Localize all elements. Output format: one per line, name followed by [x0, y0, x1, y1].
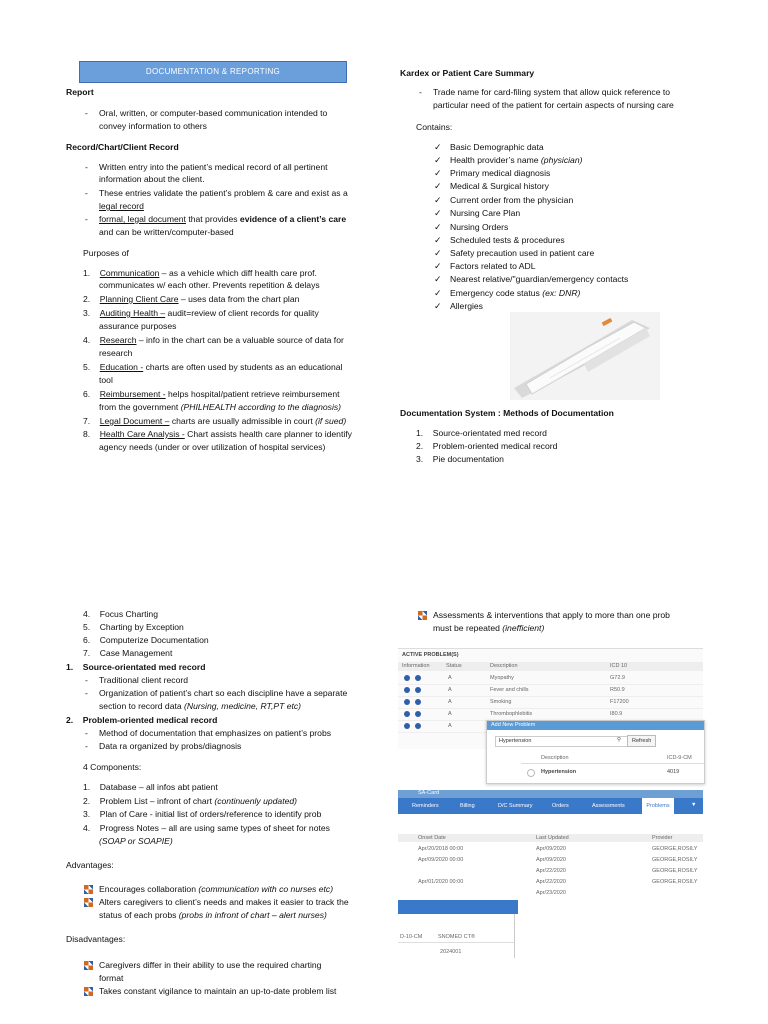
component-2: [83, 795, 297, 807]
purpose-3-cont: assurance purposes: [99, 321, 177, 331]
dialog-row-code: 4019: [667, 769, 680, 775]
table-cell: Apr/22/2020: [536, 868, 566, 874]
purpose-5: [83, 361, 342, 373]
contains-item: [450, 287, 580, 299]
purpose-3: [83, 307, 319, 319]
arrow-bullet-icon: [84, 987, 93, 996]
method-4: [83, 608, 158, 620]
info-icon[interactable]: [415, 687, 421, 693]
table-cell: Smoking: [490, 699, 512, 705]
method-4-text: Focus Charting: [99, 609, 158, 619]
info-icon[interactable]: [415, 699, 421, 705]
table-cell: Fever and chills: [490, 687, 529, 693]
pie-italic: (inefficient): [502, 623, 545, 633]
refresh-button[interactable]: Refresh: [627, 735, 656, 747]
kardex-desc-cont: particular need of the patient for certain aspects of nursing care: [433, 100, 674, 110]
contains-item-italic: (ex: DNR): [542, 288, 581, 298]
purpose-num: 2.: [83, 294, 100, 304]
purpose-num: 8.: [83, 429, 100, 439]
purpose-7: [83, 415, 346, 427]
method-num: 5.: [83, 622, 100, 632]
history-table: [398, 834, 703, 902]
purpose-6-text: helps hospital/patient retrieve reimbursement: [165, 389, 340, 399]
fragment-table: [398, 914, 515, 958]
problem-oriented-heading: [66, 714, 217, 726]
record-bullet-1: - Written entry into the patient’s medical record of all pertinent: [99, 161, 328, 173]
purpose-7-text: charts are usually admissible in court: [169, 416, 316, 426]
contains-item: [450, 154, 582, 166]
purpose-4: [83, 334, 344, 346]
contains-item: ✓ Scheduled tests & procedures: [450, 234, 565, 246]
table-cell: Apr/09/2020 00:00: [418, 857, 464, 863]
method-7-text: Case Management: [99, 648, 173, 658]
method-num: 3.: [416, 454, 433, 464]
contains-item: ✓ Nursing Care Plan: [450, 207, 520, 219]
arrow-bullet-icon: [84, 898, 93, 907]
purpose-8-text: Chart assists health care planner to identify: [184, 429, 352, 439]
record-bullet-3: [99, 213, 346, 225]
purpose-8-term: Health Care Analysis -: [99, 429, 185, 439]
heading-num: 2.: [66, 715, 83, 725]
record-bullet-3-cont: and can be written/computer-based: [99, 227, 234, 237]
problem-oriented-text: Problem-oriented medical record: [82, 715, 218, 725]
history-header: [398, 834, 703, 842]
purpose-num: 6.: [83, 389, 100, 399]
method-2: [416, 440, 557, 452]
tab-more-icon[interactable]: ▼: [691, 802, 697, 808]
contains-item: ✓ Factors related to ADL: [450, 260, 536, 272]
components-heading: 4 Components:: [83, 762, 142, 772]
fragment-header: [398, 934, 514, 943]
advantage-2: Alters caregivers to client’s needs and makes it easier to track the: [99, 897, 349, 907]
heading-num: 1.: [66, 662, 83, 672]
disadvantage-1: Caregivers differ in their ability to use the required charting: [99, 960, 322, 970]
table-cell: GEORGE,ROSILY: [652, 857, 698, 863]
info-icon[interactable]: [404, 723, 410, 729]
contains-item: ✓ Primary medical diagnosis: [450, 167, 550, 179]
component-2-italic: (continuenly updated): [214, 796, 298, 806]
search-icon[interactable]: ⚲: [617, 737, 622, 743]
table-cell: A: [448, 723, 452, 729]
col-header: ICD-9-CM: [667, 755, 692, 761]
sa-card-bar: [398, 790, 703, 798]
advantage-2-italic: (probs in infront of chart – alert nurses): [178, 910, 327, 920]
info-icon[interactable]: [404, 675, 410, 681]
method-num: 7.: [83, 648, 100, 658]
advantage-2-cont: [99, 909, 327, 921]
purpose-3-text: audit=review of client records for quality: [165, 308, 319, 318]
method-7: [83, 647, 172, 659]
arrow-bullet-icon: [84, 961, 93, 970]
report-heading: Report: [66, 87, 94, 97]
record-b3-mid: that provides: [185, 214, 240, 224]
table-cell: A: [448, 675, 452, 681]
method-3-text: Pie documentation: [432, 454, 504, 464]
purpose-6: [83, 388, 340, 400]
table-cell: A: [448, 687, 452, 693]
component-4-text: Progress Notes – all are using same types of sheet for notes: [99, 823, 330, 833]
table-row[interactable]: [398, 845, 703, 855]
pie-disadvantage-cont: [433, 622, 544, 634]
component-2-text: Problem List – infront of chart: [99, 796, 215, 806]
purpose-1: [83, 267, 317, 279]
problem-bullet-1: - Method of documentation that emphasizes on patient’s probs: [99, 727, 331, 739]
select-radio[interactable]: [527, 769, 535, 777]
contains-item: ✓ Nearest relative/"guardian/emergency contacts: [450, 273, 628, 285]
sa-card-label: SA-Card: [418, 790, 440, 796]
tab-billing[interactable]: Billing: [460, 803, 475, 809]
record-bullet-1-cont: information about the client.: [99, 174, 205, 184]
tab-problems[interactable]: Problems: [642, 798, 674, 814]
table-cell: Apr/09/2020: [536, 857, 566, 863]
col-header: Onset Date: [418, 835, 446, 841]
table-row[interactable]: [398, 878, 703, 888]
advantage-2-text: status of each probs: [99, 910, 179, 920]
tab-orders[interactable]: Orders: [552, 803, 569, 809]
add-problem-dialog: [486, 720, 705, 784]
component-4-cont: (SOAP or SOAPIE): [99, 836, 173, 846]
component-3: [83, 808, 321, 820]
method-num: 1.: [416, 428, 433, 438]
contains-label: Contains:: [416, 122, 453, 132]
table-cell: Apr/09/2020: [536, 846, 566, 852]
tab-reminders[interactable]: Reminders: [412, 803, 439, 809]
purpose-7-term: Legal Document –: [99, 416, 170, 426]
method-6-text: Computerize Documentation: [99, 635, 209, 645]
table-row[interactable]: [398, 856, 703, 866]
contains-item: ✓ Basic Demographic data: [450, 141, 544, 153]
table-row[interactable]: [398, 673, 703, 685]
contains-item: ✓ Nursing Orders: [450, 221, 508, 233]
problem-search-input[interactable]: Hypertension: [495, 736, 628, 747]
purpose-6-cont: [99, 401, 341, 413]
purpose-2-text: – uses data from the chart plan: [178, 294, 300, 304]
table-row[interactable]: [398, 697, 703, 709]
tab-assessments[interactable]: Assessments: [592, 803, 625, 809]
table-header: [398, 662, 703, 671]
record-b3-bold: evidence of a client’s care: [239, 214, 347, 224]
method-2-text: Problem-oriented medical record: [432, 441, 558, 451]
purpose-5-cont: tool: [99, 375, 113, 385]
pie-text: must be repeated: [433, 623, 503, 633]
table-row[interactable]: [398, 889, 703, 899]
info-icon[interactable]: [415, 675, 421, 681]
contains-item-text: Emergency code status: [450, 288, 543, 298]
purpose-num: 5.: [83, 362, 100, 372]
tab-dc-summary[interactable]: D/C Summary: [498, 803, 533, 809]
col-header: Last Updated: [536, 835, 569, 841]
source-oriented-text: Source-orientated med record: [82, 662, 206, 672]
col-header: Description: [490, 663, 518, 669]
purpose-1-text: – as a vehicle which diff health care prof.: [159, 268, 317, 278]
purpose-8-cont: agency needs (under or over utilization of hospital services): [99, 442, 326, 452]
report-item: - Oral, written, or computer-based communication intended to: [99, 107, 327, 119]
purpose-2: [83, 293, 299, 305]
purpose-4-cont: research: [99, 348, 133, 358]
purpose-2-term: Planning Client Care: [99, 294, 179, 304]
kardex-heading: Kardex or Patient Care Summary: [400, 68, 535, 78]
purpose-6-cont-text: from the government: [99, 402, 181, 412]
arrow-bullet-icon: [418, 611, 427, 620]
method-6: [83, 634, 209, 646]
contains-item-text: Health provider’s name: [450, 155, 541, 165]
table-row[interactable]: [398, 685, 703, 697]
pie-disadvantage: Assessments & interventions that apply to more than one prob: [433, 610, 670, 620]
table-cell: GEORGE,ROSILY: [652, 879, 698, 885]
table-cell: GEORGE,ROSILY: [652, 846, 698, 852]
method-5-text: Charting by Exception: [99, 622, 184, 632]
fragment-cell: 2024001: [440, 949, 462, 955]
table-cell: A: [448, 699, 452, 705]
component-3-text: Plan of Care - initial list of orders/reference to identify prob: [99, 809, 322, 819]
section-title-banner: DOCUMENTATION & REPORTING: [79, 61, 347, 83]
component-4: [83, 822, 330, 834]
component-num: 1.: [83, 782, 100, 792]
method-5: [83, 621, 184, 633]
col-header: D-10-CM: [400, 934, 423, 940]
table-cell: Apr/22/2020: [536, 879, 566, 885]
disadvantage-1-cont: format: [99, 973, 124, 983]
purpose-7-italic: (if sued): [315, 416, 347, 426]
info-icon[interactable]: [404, 699, 410, 705]
dialog-table-header: [521, 754, 704, 764]
table-row[interactable]: [398, 867, 703, 877]
dialog-title: Add New Problem: [487, 721, 704, 730]
ehr-screenshot: [398, 648, 703, 958]
tab-bar: [398, 798, 703, 814]
source-italic: (Nursing, medicine, RT,PT etc): [184, 701, 302, 711]
col-header: Provider: [652, 835, 673, 841]
purpose-4-term: Research: [99, 335, 137, 345]
purpose-5-text: charts are often used by students as an educational: [143, 362, 343, 372]
source-bullet-2-cont: [99, 700, 301, 712]
component-num: 4.: [83, 823, 100, 833]
source-bullet-2: - Organization of patient’s chart so each discipline have a separate: [99, 687, 347, 699]
table-cell: Apr/23/2020: [536, 890, 566, 896]
method-num: 6.: [83, 635, 100, 645]
advantage-1-text: Encourages collaboration: [99, 884, 199, 894]
dialog-row-desc: Hypertension: [541, 769, 577, 775]
table-cell: Apr/20/2018 00:00: [418, 846, 464, 852]
method-num: 4.: [83, 609, 100, 619]
table-cell: G72.9: [610, 675, 625, 681]
table-cell: Apr/01/2020 00:00: [418, 879, 464, 885]
table-cell: R50.9: [610, 687, 625, 693]
arrow-bullet-icon: [84, 885, 93, 894]
source-oriented-heading: [66, 661, 205, 673]
purpose-6-term: Reimbursement -: [99, 389, 166, 399]
fragment-bar: [398, 900, 518, 914]
col-header: ICD 10: [610, 663, 628, 669]
purpose-1-cont: communicates w/ each other. Prevents repetition & delays: [99, 280, 320, 290]
table-cell: Thrombophlebitis: [490, 711, 533, 717]
purpose-num: 7.: [83, 416, 100, 426]
record-heading: Record/Chart/Client Record: [66, 142, 179, 152]
info-icon[interactable]: [404, 687, 410, 693]
purpose-1-term: Communication: [99, 268, 160, 278]
source-bullet-1: - Traditional client record: [99, 674, 188, 686]
contains-item: ✓ Medical & Surgical history: [450, 180, 549, 192]
contains-item-italic: (physician): [540, 155, 583, 165]
contains-item: ✓ Allergies: [450, 300, 483, 312]
info-icon[interactable]: [404, 711, 410, 717]
purpose-num: 4.: [83, 335, 100, 345]
purpose-num: 1.: [83, 268, 100, 278]
method-3: [416, 453, 504, 465]
active-problems-title: ACTIVE PROBLEM(S): [402, 652, 459, 658]
col-header: SNOMED CT®: [438, 934, 476, 940]
method-1-text: Source-orientated med record: [432, 428, 547, 438]
kardex-folder-image: [510, 312, 660, 400]
component-num: 3.: [83, 809, 100, 819]
method-1: [416, 427, 547, 439]
kardex-desc: - Trade name for card-filing system that allow quick reference to: [433, 86, 670, 98]
info-icon[interactable]: [415, 711, 421, 717]
table-cell: F17200: [610, 699, 629, 705]
contains-item: ✓ Safety precaution used in patient care: [450, 247, 594, 259]
purpose-5-term: Education -: [99, 362, 144, 372]
problem-bullet-2: - Data ra organized by probs/diagnosis: [99, 740, 241, 752]
component-num: 2.: [83, 796, 100, 806]
contains-item: ✓ Current order from the physician: [450, 194, 573, 206]
legal-doc-text: formal, legal document: [99, 214, 186, 224]
table-cell: Myopathy: [490, 675, 514, 681]
table-cell: A: [448, 711, 452, 717]
purpose-num: 3.: [83, 308, 100, 318]
purpose-8: [83, 428, 352, 440]
disadvantage-2: Takes constant vigilance to maintain an up-to-date problem list: [99, 986, 337, 996]
docsys-heading: Documentation System : Methods of Documentation: [400, 408, 614, 418]
disadvantages-heading: Disadvantages:: [66, 934, 126, 944]
advantage-1: [99, 883, 333, 895]
advantages-heading: Advantages:: [66, 860, 114, 870]
col-header: Status: [446, 663, 462, 669]
purpose-4-text: – info in the chart can be a valuable source of data for: [136, 335, 344, 345]
advantage-1-italic: (communication with co nurses etc): [198, 884, 334, 894]
record-bullet-2: - These entries validate the patient’s problem & care and exist as a: [99, 187, 348, 199]
info-icon[interactable]: [415, 723, 421, 729]
component-1-text: Database – all infos abt patient: [99, 782, 218, 792]
table-cell: GEORGE,ROSILY: [652, 868, 698, 874]
record-bullet-2-cont: legal record: [99, 201, 144, 211]
report-item-cont: convey information to others: [99, 121, 207, 131]
purposes-heading: Purposes of: [83, 248, 129, 258]
component-1: [83, 781, 218, 793]
method-num: 2.: [416, 441, 433, 451]
purpose-6-italic: (PHILHEALTH according to the diagnosis): [180, 402, 342, 412]
col-header: Information: [402, 663, 430, 669]
purpose-3-term: Auditing Health –: [99, 308, 166, 318]
table-cell: I80.9: [610, 711, 623, 717]
source-text: section to record data: [99, 701, 185, 711]
col-header: Description: [541, 755, 569, 761]
